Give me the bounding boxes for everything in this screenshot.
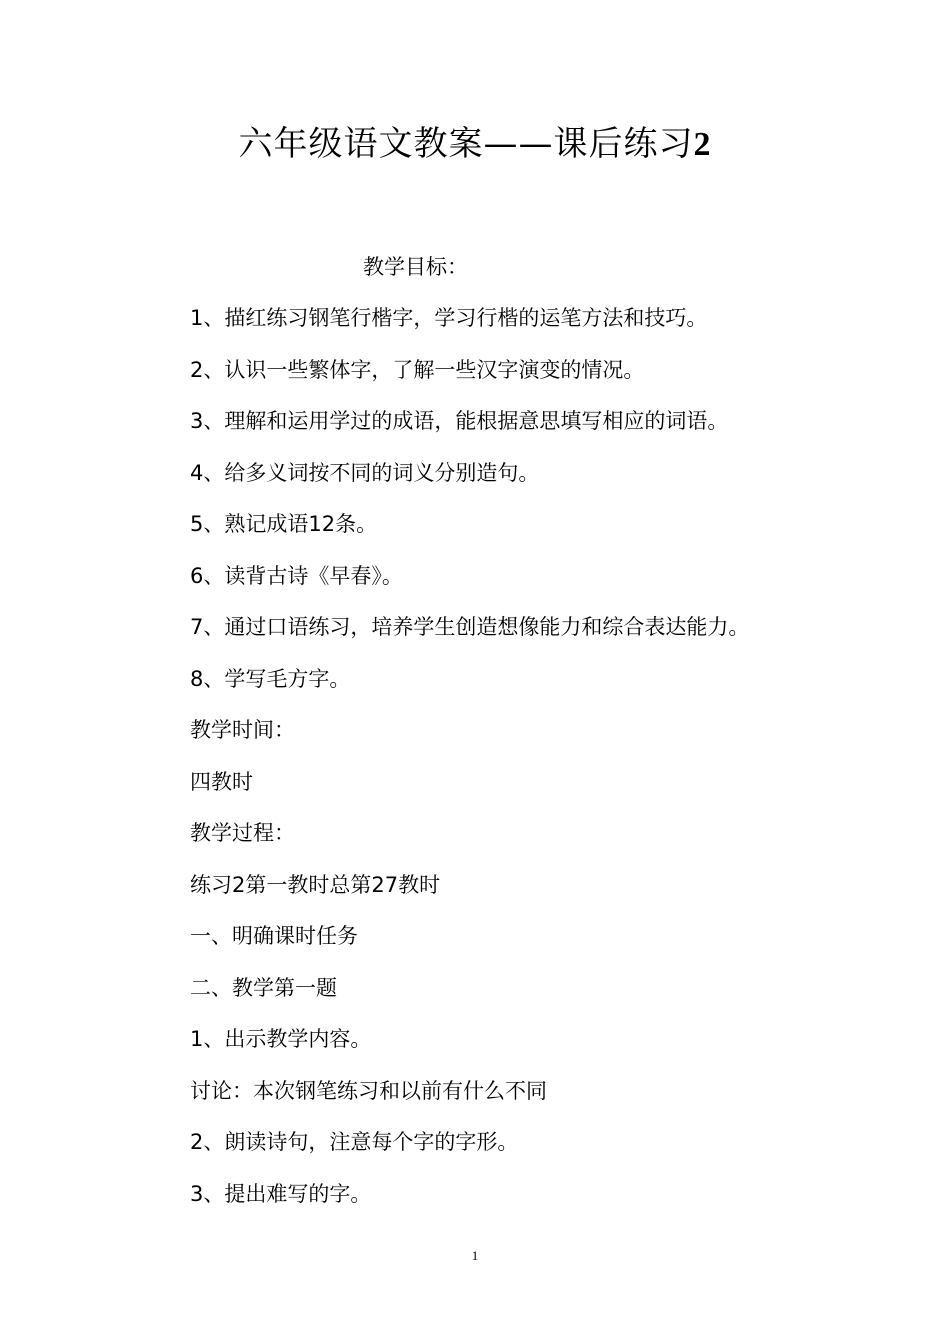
content-line: 1、出示教学内容。 — [190, 1027, 372, 1051]
content-lines — [190, 303, 890, 1230]
page-title-text: 六年级语文教案——课后练习 — [238, 124, 694, 164]
content-line: 4、给多义词按不同的词义分别造句。 — [190, 460, 540, 485]
content-line: 2、朗读诗句，注意每个字的字形。 — [190, 1130, 519, 1154]
content-line: 教学时间： — [190, 718, 295, 742]
content-line: 6、读背古诗《早春》。 — [190, 563, 403, 588]
content-line: 教学过程： — [190, 821, 295, 845]
content-line: 3、提出难写的字。 — [190, 1181, 372, 1206]
content-line: 讨论：本次钢笔练习和以前有什么不同 — [190, 1078, 547, 1103]
content-line: 四教时 — [190, 769, 253, 794]
content-line: 2、认识一些繁体字，了解一些汉字演变的情况。 — [190, 357, 645, 382]
content-line: 1、描红练习钢笔行楷字，学习行楷的运笔方法和技巧。 — [190, 306, 708, 330]
objectives-heading: 教学目标： — [363, 255, 468, 279]
page-title — [0, 118, 950, 171]
content-line: 一、明确课时任务 — [190, 924, 358, 948]
page-number: 1 — [471, 1248, 479, 1263]
content-line: 7、通过口语练习，培养学生创造想像能力和综合表达能力。 — [190, 615, 750, 639]
content-line: 5、熟记成语12条。 — [190, 512, 378, 536]
page-title-number: 2 — [693, 126, 712, 163]
content-line: 二、教学第一题 — [190, 975, 337, 1000]
content-line: 8、学写毛方字。 — [190, 666, 351, 691]
content-line: 练习2第一教时总第27教时 — [190, 872, 441, 897]
content-line: 3、理解和运用学过的成语，能根据意思填写相应的词语。 — [190, 409, 729, 433]
